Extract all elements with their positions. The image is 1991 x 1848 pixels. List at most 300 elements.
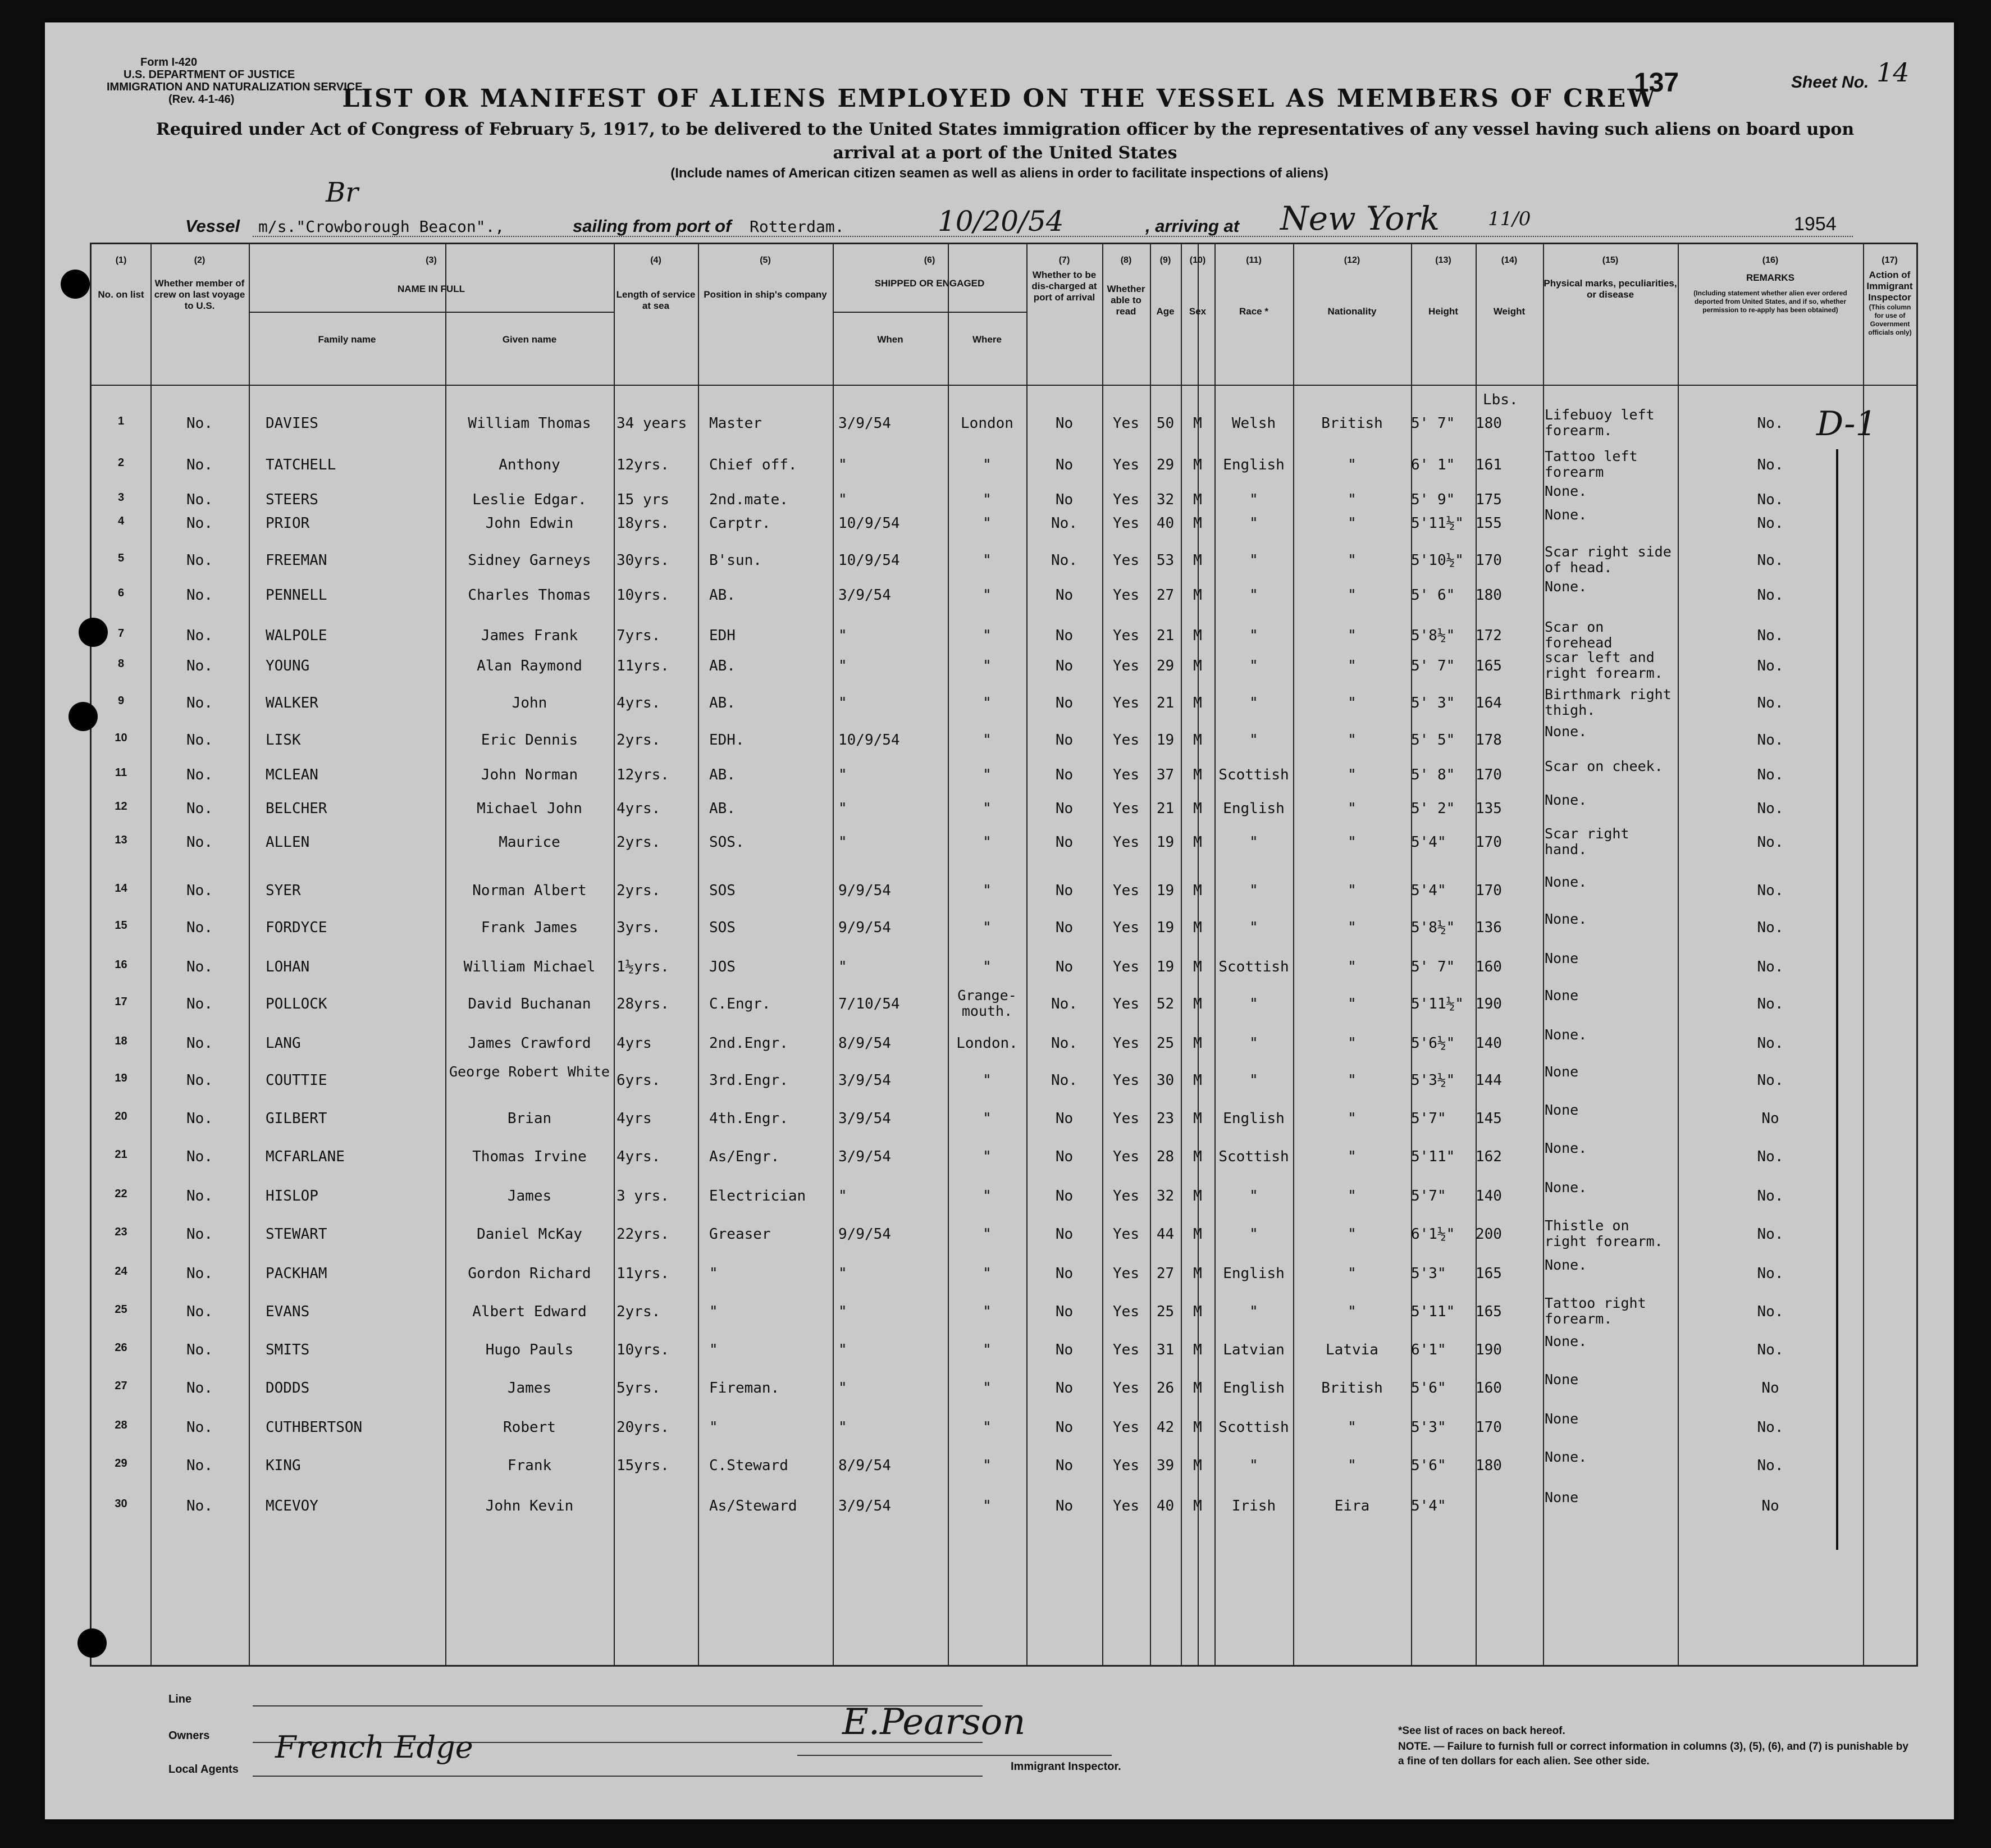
- position-value: ": [709, 1265, 718, 1282]
- remarks-value: No.: [1757, 658, 1784, 674]
- sex-value: M: [1193, 1303, 1202, 1320]
- agency-line-1: U.S. DEPARTMENT OF JUSTICE: [124, 69, 295, 81]
- header-rule: [92, 385, 1916, 386]
- header-subrule: [948, 312, 949, 385]
- physical-marks-value: Tattoo right forearm.: [1545, 1295, 1646, 1327]
- punch-hole: [61, 270, 90, 299]
- able-to-read-value: Yes: [1113, 1148, 1139, 1165]
- inspector-line: [1836, 449, 1838, 1550]
- able-to-read-value: Yes: [1113, 1380, 1139, 1397]
- able-to-read-value: Yes: [1113, 552, 1139, 569]
- position-value: As/Engr.: [709, 1148, 780, 1165]
- position-value: Greaser: [709, 1226, 771, 1243]
- table-row: [92, 1217, 1916, 1260]
- shipped-when: 3/9/54: [838, 1498, 891, 1514]
- discharged-value: No.: [1051, 996, 1077, 1012]
- last-voyage-value: No.: [186, 1419, 213, 1436]
- age-value: 19: [1156, 882, 1175, 899]
- physical-marks-value: None: [1545, 1102, 1579, 1118]
- given-name: Frank James: [481, 919, 578, 936]
- header-subrule: [445, 312, 446, 385]
- age-value: 21: [1156, 695, 1175, 711]
- able-to-read-value: Yes: [1113, 1188, 1139, 1204]
- discharged-value: No: [1055, 766, 1074, 783]
- arrival-port: New York: [1280, 199, 1440, 238]
- remarks-value: No.: [1757, 1265, 1784, 1282]
- remarks-value: No.: [1757, 732, 1784, 749]
- able-to-read-value: Yes: [1113, 1341, 1139, 1358]
- race-value: English: [1223, 1265, 1285, 1282]
- able-to-read-value: Yes: [1113, 457, 1139, 473]
- header-position: Position in ship's company: [704, 289, 827, 300]
- age-value: 32: [1156, 1188, 1175, 1204]
- last-voyage-value: No.: [186, 1341, 213, 1358]
- given-name: Thomas Irvine: [472, 1148, 587, 1165]
- weight-value: 155: [1476, 515, 1502, 532]
- column-number: (17): [1882, 255, 1898, 265]
- age-value: 44: [1156, 1226, 1175, 1243]
- able-to-read-value: Yes: [1113, 732, 1139, 749]
- given-name: Alan Raymond: [477, 658, 582, 674]
- sex-value: M: [1193, 919, 1202, 936]
- last-voyage-value: No.: [186, 695, 213, 711]
- age-value: 32: [1156, 491, 1175, 508]
- column-number: (15): [1602, 255, 1619, 265]
- able-to-read-value: Yes: [1113, 766, 1139, 783]
- sex-value: M: [1193, 959, 1202, 975]
- header-remarks: REMARKS: [1746, 272, 1794, 283]
- service-length: 4yrs: [617, 1110, 652, 1127]
- sex-value: M: [1193, 882, 1202, 899]
- sex-value: M: [1193, 1226, 1202, 1243]
- weight-value: 164: [1476, 695, 1502, 711]
- header-able-to-read: Whether able to read: [1107, 284, 1145, 317]
- age-value: 50: [1156, 415, 1175, 432]
- physical-marks-value: Scar right hand.: [1545, 825, 1629, 857]
- owners-label: Owners: [168, 1730, 210, 1742]
- height-value: 5'11": [1411, 1303, 1455, 1320]
- vessel-label: Vessel: [185, 216, 240, 236]
- height-value: 5'6": [1411, 1380, 1446, 1397]
- sex-value: M: [1193, 1419, 1202, 1436]
- position-value: SOS: [709, 882, 736, 899]
- weight-value: 180: [1476, 1457, 1502, 1474]
- shipped-when: ": [838, 959, 847, 975]
- able-to-read-value: Yes: [1113, 1265, 1139, 1282]
- weight-value: 200: [1476, 1226, 1502, 1243]
- physical-marks-value: None.: [1545, 911, 1587, 927]
- shipped-where: ": [983, 695, 992, 711]
- race-value: ": [1249, 919, 1258, 936]
- row-number: 25: [115, 1303, 127, 1316]
- shipped-when: 9/9/54: [838, 882, 891, 899]
- nationality-value: ": [1348, 515, 1357, 532]
- service-length: 15yrs.: [617, 1457, 669, 1474]
- race-value: Welsh: [1231, 415, 1276, 432]
- remarks-value: No.: [1757, 882, 1784, 899]
- last-voyage-value: No.: [186, 919, 213, 936]
- last-voyage-value: No.: [186, 834, 213, 851]
- able-to-read-value: Yes: [1113, 1110, 1139, 1127]
- header-nationality: Nationality: [1327, 306, 1377, 317]
- shipped-where: ": [983, 457, 992, 473]
- able-to-read-value: Yes: [1113, 882, 1139, 899]
- service-length: 11yrs.: [617, 1265, 669, 1282]
- age-value: 21: [1156, 627, 1175, 644]
- vessel-name: m/s."Crowborough Beacon".,: [258, 217, 505, 236]
- agents-label: Local Agents: [168, 1763, 239, 1776]
- remarks-value: No: [1761, 1110, 1779, 1127]
- sex-value: M: [1193, 1148, 1202, 1165]
- row-number: 10: [115, 732, 127, 744]
- physical-marks-value: Lifebuoy left forearm.: [1545, 407, 1655, 439]
- able-to-read-value: Yes: [1113, 1498, 1139, 1514]
- row-number: 20: [115, 1110, 127, 1123]
- shipped-when: ": [838, 627, 847, 644]
- family-name: MCLEAN: [266, 766, 318, 783]
- sex-value: M: [1193, 457, 1202, 473]
- shipped-where: ": [983, 1226, 992, 1243]
- row-number: 7: [117, 627, 125, 640]
- shipped-where: ": [983, 1380, 992, 1397]
- position-value: AB.: [709, 587, 736, 604]
- able-to-read-value: Yes: [1113, 515, 1139, 532]
- discharged-value: No: [1055, 457, 1074, 473]
- physical-marks-value: None.: [1545, 1449, 1587, 1465]
- given-name: John Edwin: [485, 515, 574, 532]
- height-value: 6' 1": [1411, 457, 1455, 473]
- row-number: 1: [117, 415, 125, 427]
- service-length: 2yrs.: [617, 834, 661, 851]
- given-name: Anthony: [499, 457, 560, 473]
- age-value: 28: [1156, 1148, 1175, 1165]
- last-voyage-value: No.: [186, 552, 213, 569]
- row-number: 13: [115, 834, 127, 846]
- punch-hole: [69, 702, 98, 731]
- column-number: (12): [1344, 255, 1360, 265]
- row-number: 29: [115, 1457, 127, 1470]
- family-name: PENNELL: [266, 587, 327, 604]
- given-name: George Robert White: [449, 1064, 610, 1080]
- discharged-value: No: [1055, 1148, 1074, 1165]
- column-number: (5): [760, 255, 771, 265]
- last-voyage-value: No.: [186, 800, 213, 817]
- weight-value: 175: [1476, 491, 1502, 508]
- height-value: 5'3": [1411, 1419, 1446, 1436]
- weight-value: 160: [1476, 1380, 1502, 1397]
- header-inspector-action: Action of Immigrant Inspector: [1866, 270, 1913, 303]
- last-voyage-value: No.: [186, 1303, 213, 1320]
- row-number: 11: [115, 766, 127, 779]
- position-value: JOS: [709, 959, 736, 975]
- header-length-of-service: Length of service at sea: [616, 289, 696, 311]
- service-length: 3yrs.: [617, 919, 661, 936]
- family-name: DODDS: [266, 1380, 310, 1397]
- race-value: Scottish: [1218, 1148, 1289, 1165]
- race-value: ": [1249, 1035, 1258, 1052]
- punch-hole: [79, 618, 108, 647]
- race-value: English: [1223, 1380, 1285, 1397]
- last-voyage-value: No.: [186, 515, 213, 532]
- race-value: Irish: [1231, 1498, 1276, 1514]
- service-length: 5yrs.: [617, 1380, 661, 1397]
- table-row: [92, 1102, 1916, 1144]
- discharged-value: No: [1055, 1110, 1074, 1127]
- family-name: HISLOP: [266, 1188, 318, 1204]
- nationality-value: Latvia: [1326, 1341, 1378, 1358]
- physical-marks-value: None: [1545, 1411, 1579, 1427]
- family-name: MCFARLANE: [266, 1148, 345, 1165]
- header-subrule: [249, 312, 614, 313]
- last-voyage-value: No.: [186, 1148, 213, 1165]
- remarks-value: No: [1761, 1380, 1779, 1397]
- shipped-where: ": [983, 919, 992, 936]
- able-to-read-value: Yes: [1113, 959, 1139, 975]
- nationality-value: ": [1348, 1188, 1357, 1204]
- nationality-value: ": [1348, 800, 1357, 817]
- able-to-read-value: Yes: [1113, 1457, 1139, 1474]
- arrival-year: 1954: [1794, 213, 1837, 235]
- given-name: Norman Albert: [472, 882, 587, 899]
- service-length: 2yrs.: [617, 732, 661, 749]
- shipped-where: ": [983, 1072, 992, 1089]
- shipped-when: 10/9/54: [838, 732, 900, 749]
- row-number: 30: [115, 1498, 127, 1510]
- sex-value: M: [1193, 587, 1202, 604]
- column-number: (1): [115, 255, 127, 265]
- given-name: Brian: [507, 1110, 552, 1127]
- nationality-value: ": [1348, 627, 1357, 644]
- position-value: C.Steward: [709, 1457, 788, 1474]
- discharged-value: No.: [1051, 552, 1077, 569]
- race-value: ": [1249, 587, 1258, 604]
- sex-value: M: [1193, 415, 1202, 432]
- weight-value: 170: [1476, 834, 1502, 851]
- shipped-when: 3/9/54: [838, 587, 891, 604]
- family-name: YOUNG: [266, 658, 310, 674]
- document-subtitle: Required under Act of Congress of February 5, 1917, to be delivered to the United States immigration officer by the representatives of any vessel having such aliens on board upon arrival at a port of the United States: [156, 120, 1855, 163]
- sailing-label: sailing from port of: [573, 216, 732, 236]
- service-length: 2yrs.: [617, 1303, 661, 1320]
- shipped-where: London.: [956, 1035, 1018, 1052]
- table-row: [92, 1026, 1916, 1069]
- family-name: LOHAN: [266, 959, 310, 975]
- weight-value: 170: [1476, 882, 1502, 899]
- weight-value: 170: [1476, 552, 1502, 569]
- able-to-read-value: Yes: [1113, 834, 1139, 851]
- family-name: COUTTIE: [266, 1072, 327, 1089]
- age-value: 39: [1156, 1457, 1175, 1474]
- inspector-signature: E.Pearson: [842, 1701, 1026, 1743]
- agents-signature: French Edge: [275, 1730, 473, 1765]
- family-name: FORDYCE: [266, 919, 327, 936]
- nationality-value: ": [1348, 1265, 1357, 1282]
- able-to-read-value: Yes: [1113, 491, 1139, 508]
- row-number: 16: [115, 959, 127, 971]
- height-value: 5'11½": [1411, 996, 1464, 1012]
- nationality-value: ": [1348, 658, 1357, 674]
- able-to-read-value: Yes: [1113, 800, 1139, 817]
- last-voyage-value: No.: [186, 1188, 213, 1204]
- discharged-value: No: [1055, 491, 1074, 508]
- sex-value: M: [1193, 766, 1202, 783]
- shipped-where: Grange-mouth.: [957, 987, 1017, 1019]
- last-voyage-value: No.: [186, 658, 213, 674]
- agents-rule: [253, 1776, 983, 1777]
- nationality-value: ": [1348, 491, 1357, 508]
- column-number: (16): [1762, 255, 1779, 265]
- race-value: ": [1249, 1457, 1258, 1474]
- able-to-read-value: Yes: [1113, 587, 1139, 604]
- position-value: AB.: [709, 695, 736, 711]
- remarks-value: No.: [1757, 695, 1784, 711]
- table-row: [92, 1295, 1916, 1337]
- shipped-where: ": [983, 1457, 992, 1474]
- remarks-value: No.: [1757, 1226, 1784, 1243]
- age-value: 52: [1156, 996, 1175, 1012]
- column-number: (8): [1120, 255, 1132, 265]
- race-value: ": [1249, 515, 1258, 532]
- age-value: 19: [1156, 959, 1175, 975]
- column-number: (14): [1501, 255, 1518, 265]
- physical-marks-value: Scar right side of head.: [1545, 544, 1672, 576]
- given-name: Frank: [507, 1457, 552, 1474]
- remarks-value: No.: [1757, 1419, 1784, 1436]
- row-number: 14: [115, 882, 127, 895]
- service-length: 11yrs.: [617, 658, 669, 674]
- able-to-read-value: Yes: [1113, 1419, 1139, 1436]
- shipped-where: ": [983, 1303, 992, 1320]
- height-value: 5'3½": [1411, 1072, 1455, 1089]
- shipped-when: 3/9/54: [838, 1110, 891, 1127]
- position-value: 2nd.mate.: [709, 491, 788, 508]
- age-value: 40: [1156, 1498, 1175, 1514]
- shipped-where: ": [983, 1498, 992, 1514]
- row-number: 27: [115, 1380, 127, 1392]
- race-value: ": [1249, 627, 1258, 644]
- sex-value: M: [1193, 1035, 1202, 1052]
- physical-marks-value: None.: [1545, 1026, 1587, 1043]
- position-value: Carptr.: [709, 515, 771, 532]
- row-number: 4: [117, 515, 125, 527]
- column-number: (6): [924, 255, 935, 265]
- given-name: Sidney Garneys: [468, 552, 591, 569]
- nationality-value: ": [1348, 766, 1357, 783]
- family-name: PRIOR: [266, 515, 310, 532]
- nationality-value: ": [1348, 457, 1357, 473]
- last-voyage-value: No.: [186, 415, 213, 432]
- header-remarks-note: (Including statement whether alien ever ordered deported from United States, and if so, whether permission to re-apply has been obtained): [1693, 289, 1847, 314]
- race-value: Scottish: [1218, 766, 1289, 783]
- position-value: AB.: [709, 800, 736, 817]
- weight-value: 140: [1476, 1188, 1502, 1204]
- form-number: Form I-420: [140, 56, 198, 69]
- row-number: 23: [115, 1226, 127, 1238]
- nationality-value: ": [1348, 732, 1357, 749]
- remarks-value: No.: [1757, 627, 1784, 644]
- remarks-value: No.: [1757, 959, 1784, 975]
- race-value: ": [1249, 732, 1258, 749]
- sex-value: M: [1193, 1110, 1202, 1127]
- given-name: Gordon Richard: [468, 1265, 591, 1282]
- age-value: 21: [1156, 800, 1175, 817]
- last-voyage-value: No.: [186, 587, 213, 604]
- age-value: 25: [1156, 1303, 1175, 1320]
- given-name: Michael John: [477, 800, 582, 817]
- inspector-rule: [797, 1755, 1112, 1756]
- physical-marks-value: None.: [1545, 1179, 1587, 1196]
- weight-value: 165: [1476, 1265, 1502, 1282]
- given-name: William Thomas: [468, 415, 591, 432]
- physical-marks-value: None.: [1545, 792, 1587, 808]
- height-value: 5'8½": [1411, 627, 1455, 644]
- weight-value: 136: [1476, 919, 1502, 936]
- shipped-when: ": [838, 1341, 847, 1358]
- nationality-value: ": [1348, 1303, 1357, 1320]
- remarks-value: No.: [1757, 1303, 1784, 1320]
- given-name: Eric Dennis: [481, 732, 578, 749]
- able-to-read-value: Yes: [1113, 1035, 1139, 1052]
- sex-value: M: [1193, 1380, 1202, 1397]
- age-value: 19: [1156, 919, 1175, 936]
- family-name: FREEMAN: [266, 552, 327, 569]
- race-value: English: [1223, 800, 1285, 817]
- shipped-where: ": [983, 552, 992, 569]
- position-value: C.Engr.: [709, 996, 771, 1012]
- last-voyage-value: No.: [186, 1265, 213, 1282]
- header-height: Height: [1428, 306, 1458, 317]
- position-value: ": [709, 1303, 718, 1320]
- service-length: 2yrs.: [617, 882, 661, 899]
- age-value: 40: [1156, 515, 1175, 532]
- table-row: [92, 911, 1916, 953]
- table-row: [92, 825, 1916, 868]
- nationality-value: ": [1348, 1226, 1357, 1243]
- header-given-name: Given name: [502, 334, 557, 345]
- physical-marks-value: Thistle on right forearm.: [1545, 1217, 1663, 1249]
- able-to-read-value: Yes: [1113, 695, 1139, 711]
- weight-value: 140: [1476, 1035, 1502, 1052]
- position-value: As/Steward: [709, 1498, 797, 1514]
- header-no-on-list: No. on list: [98, 289, 144, 300]
- row-number: 28: [115, 1419, 127, 1431]
- sex-value: M: [1193, 800, 1202, 817]
- physical-marks-value: None.: [1545, 507, 1587, 523]
- race-value: ": [1249, 834, 1258, 851]
- header-name-in-full: NAME IN FULL: [398, 284, 465, 294]
- last-voyage-value: No.: [186, 1457, 213, 1474]
- discharged-value: No: [1055, 587, 1074, 604]
- header-race: Race *: [1239, 306, 1268, 317]
- service-length: 22yrs.: [617, 1226, 669, 1243]
- remarks-value: No.: [1757, 457, 1784, 473]
- header-discharged: Whether to be dis-charged at port of arrival: [1031, 270, 1097, 303]
- nationality-value: ": [1348, 996, 1357, 1012]
- table-row: [92, 1179, 1916, 1221]
- remarks-value: No.: [1757, 1341, 1784, 1358]
- service-length: 3 yrs.: [617, 1188, 669, 1204]
- shipped-when: ": [838, 1188, 847, 1204]
- position-value: 4th.Engr.: [709, 1110, 788, 1127]
- given-name: Charles Thomas: [468, 587, 591, 604]
- height-value: 5' 5": [1411, 732, 1455, 749]
- last-voyage-value: No.: [186, 1072, 213, 1089]
- remarks-value: No.: [1757, 1072, 1784, 1089]
- table-row: [92, 1489, 1916, 1531]
- weight-value: 165: [1476, 1303, 1502, 1320]
- header-inspector-note: (This column for use of Government officials only): [1868, 303, 1912, 336]
- service-length: 20yrs.: [617, 1419, 669, 1436]
